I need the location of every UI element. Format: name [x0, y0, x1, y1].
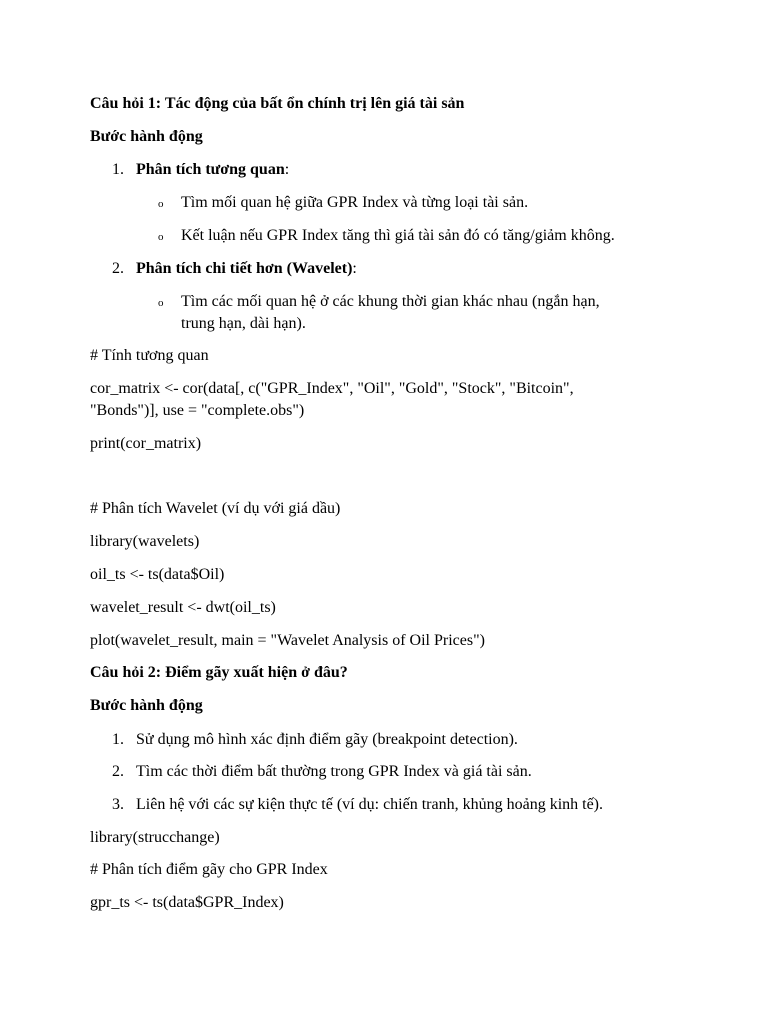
q1-steps-heading: Bước hành động [90, 128, 203, 145]
q1-item2-sub-line-1: Tìm các mối quan hệ ở các khung thời gian khác nhau (ngắn hạn, [181, 293, 600, 310]
code-comment-wavelet: # Phân tích Wavelet (ví dụ với giá dầu) [90, 500, 341, 517]
q1-title: Câu hỏi 1: Tác động của bất ổn chính trị lên giá tài sản [90, 95, 465, 112]
q2-item3: Liên hệ với các sự kiện thực tế (ví dụ: chiến tranh, khủng hoảng kinh tế). [136, 796, 604, 813]
q2-title: Câu hỏi 2: Điểm gãy xuất hiện ở đâu? [90, 664, 348, 681]
q1-item2-number: 2. [112, 260, 124, 277]
q1-item2-sub-line-2: trung hạn, dài hạn). [181, 315, 306, 332]
q1-item1-label: Phân tích tương quan [136, 161, 285, 178]
bullet-icon: o [158, 297, 164, 309]
q2-item1: Sử dụng mô hình xác định điểm gãy (breakpoint detection). [136, 731, 518, 748]
code-line-gpr-ts: gpr_ts <- ts(data$GPR_Index) [90, 894, 284, 911]
code-line-wavelet-result: wavelet_result <- dwt(oil_ts) [90, 599, 276, 616]
code-comment-correlation: # Tính tương quan [90, 347, 209, 364]
q2-item2: Tìm các thời điểm bất thường trong GPR Index và giá tài sản. [136, 763, 532, 780]
code-line-cor-matrix: cor_matrix <- cor(data[, c("GPR_Index", "Oil", "Gold", "Stock", "Bitcoin", [90, 380, 574, 397]
q1-item1-sub-1: Tìm mối quan hệ giữa GPR Index và từng loại tài sản. [181, 194, 529, 211]
code-line-print: print(cor_matrix) [90, 435, 202, 452]
code-line-library-strucchange: library(strucchange) [90, 829, 220, 846]
q1-item1-colon: : [284, 161, 290, 178]
code-line-cor-matrix-cont: "Bonds")], use = "complete.obs") [90, 402, 305, 419]
code-line-oil-ts: oil_ts <- ts(data$Oil) [90, 566, 225, 583]
q1-item2-label: Phân tích chi tiết hơn (Wavelet) [136, 260, 353, 277]
code-line-library-wavelets: library(wavelets) [90, 533, 200, 550]
code-comment-breakpoint: # Phân tích điểm gãy cho GPR Index [90, 861, 328, 878]
q1-item2-colon: : [352, 260, 357, 277]
code-line-plot: plot(wavelet_result, main = "Wavelet Analysis of Oil Prices") [90, 632, 485, 649]
q1-item2 [136, 258, 357, 280]
q2-item1-number: 1. [112, 731, 124, 748]
q1-item1-number: 1. [112, 161, 124, 178]
q2-steps-heading: Bước hành động [90, 697, 203, 714]
bullet-icon: o [158, 231, 164, 243]
q2-item2-number: 2. [112, 763, 124, 780]
bullet-icon: o [158, 198, 164, 210]
q1-item1 [136, 159, 289, 181]
q1-item1-sub-2: Kết luận nếu GPR Index tăng thì giá tài sản đó có tăng/giảm không. [181, 227, 615, 244]
q2-item3-number: 3. [112, 796, 124, 813]
